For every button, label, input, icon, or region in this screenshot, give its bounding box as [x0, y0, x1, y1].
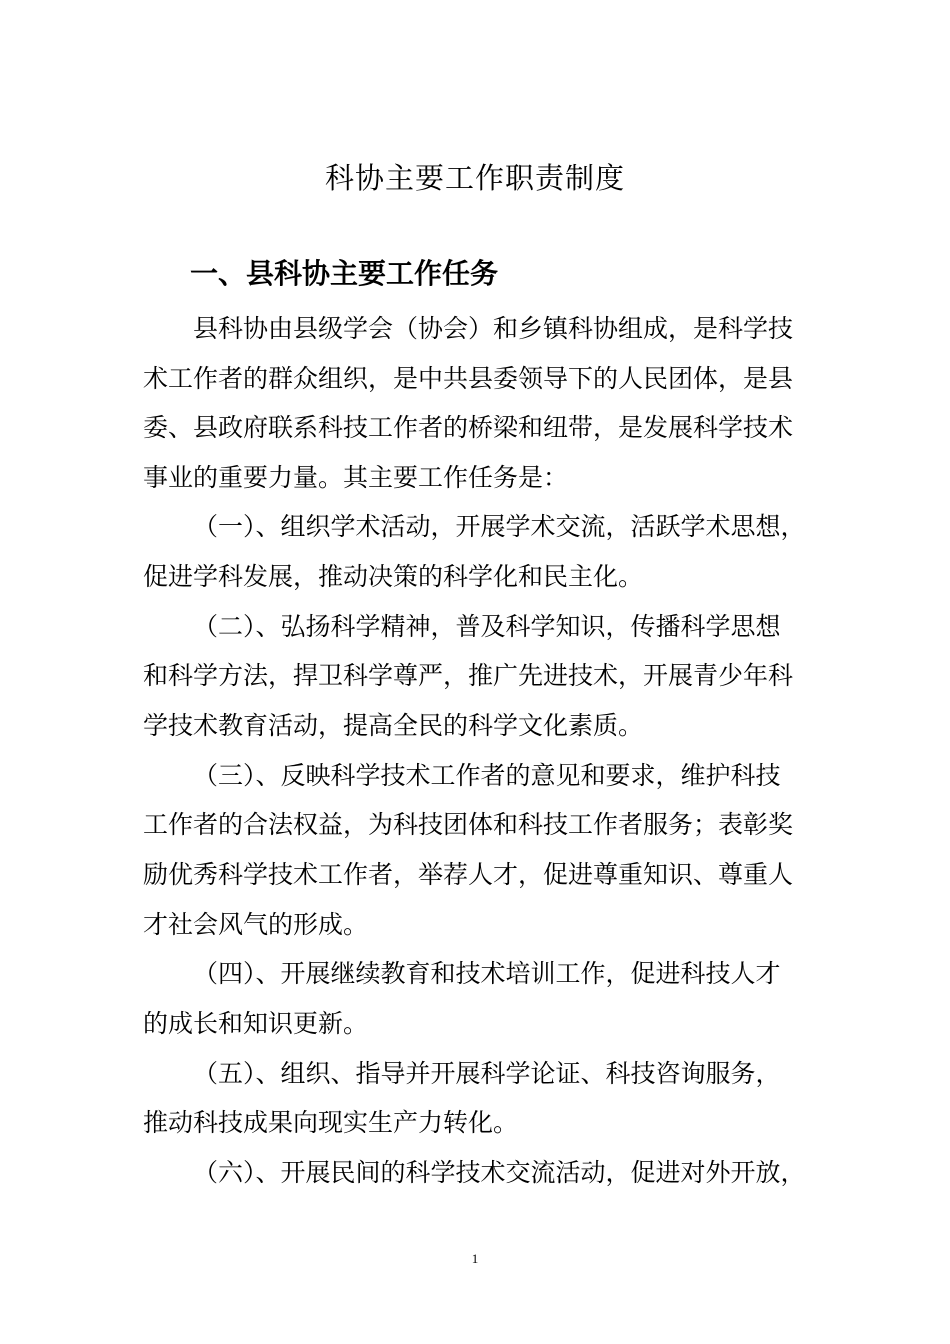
item-4-line: （四）、开展继续教育和技术培训工作，促进科技人才 [193, 959, 781, 988]
intro-line: 委、县政府联系科技工作者的桥梁和纽带，是发展科学技术 [143, 413, 794, 442]
item-3-line: （三）、反映科学技术工作者的意见和要求，维护科技 [193, 761, 781, 790]
item-1-line: 促进学科发展，推动决策的科学化和民主化。 [143, 562, 644, 591]
item-3-line: 才社会风气的形成。 [143, 910, 369, 939]
item-4-line: 的成长和知识更新。 [143, 1009, 369, 1038]
intro-line: 事业的重要力量。其主要工作任务是： [143, 463, 569, 492]
item-3-line: 励优秀科学技术工作者，举荐人才，促进尊重知识、尊重人 [143, 860, 794, 889]
item-5-line: 推动科技成果向现实生产力转化。 [143, 1108, 519, 1137]
item-6-line: （六）、开展民间的科学技术交流活动，促进对外开放， [193, 1158, 806, 1187]
document-title: 科协主要工作职责制度 [324, 161, 625, 195]
item-2-line: （二）、弘扬科学精神，普及科学知识，传播科学思想 [193, 612, 781, 641]
item-3-line: 工作者的合法权益，为科技团体和科技工作者服务；表彰奖 [143, 810, 794, 839]
item-2-line: 学技术教育活动，提高全民的科学文化素质。 [143, 711, 644, 740]
item-5-line: （五）、组织、指导并开展科学论证、科技咨询服务， [193, 1059, 781, 1088]
intro-line: 县科协由县级学会（协会）和乡镇科协组成，是科学技 [193, 314, 794, 343]
item-1-line: （一）、组织学术活动，开展学术交流，活跃学术思想， [193, 512, 806, 541]
intro-line: 术工作者的群众组织，是中共县委领导下的人民团体，是县 [143, 364, 794, 393]
item-2-line: 和科学方法，捍卫科学尊严，推广先进技术，开展青少年科 [143, 661, 794, 690]
page-number: 1 [471, 1251, 479, 1266]
section-heading: 一、县科协主要工作任务 [190, 257, 499, 290]
